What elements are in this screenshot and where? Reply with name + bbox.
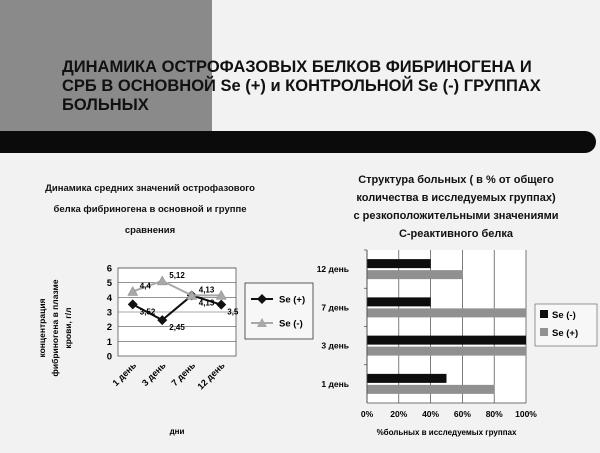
bar-x-tick-label: 80% bbox=[485, 409, 503, 419]
bar-chart-title-line-3: с резкоположительными значениями bbox=[353, 210, 559, 222]
line-legend-label: Se (+) bbox=[279, 294, 306, 306]
line-data-label: 4,13 bbox=[198, 298, 215, 308]
line-legend-box bbox=[245, 283, 313, 339]
line-chart bbox=[37, 264, 313, 437]
bar-se-plus bbox=[367, 347, 526, 356]
bar-chart-title-line-4: С-реактивного белка bbox=[398, 228, 514, 240]
line-data-label: 3,5 bbox=[227, 307, 239, 317]
bar-x-tick-label: 40% bbox=[422, 409, 440, 419]
bar-x-tick-label: 20% bbox=[390, 409, 408, 419]
slide-title-line-3: БОЛЬНЫХ bbox=[62, 96, 149, 114]
line-y-tick-label: 0 bbox=[106, 351, 112, 363]
line-y-tick-label: 5 bbox=[106, 278, 112, 290]
bar-legend-swatch bbox=[540, 328, 548, 336]
line-chart-title-line-2: белка фибриногена в основной и группе bbox=[53, 204, 247, 215]
line-x-tick-label: 7 день bbox=[169, 360, 198, 389]
line-x-tick-label: 12 день bbox=[195, 360, 227, 392]
slide-title-line-2: СРБ В ОСНОВНОЙ Se (+) и КОНТРОЛЬНОЙ Se (-) ГРУППАХ bbox=[62, 77, 541, 95]
bar-se-plus bbox=[367, 385, 494, 394]
line-y-tick-label: 3 bbox=[106, 307, 112, 319]
bar-se-minus bbox=[367, 374, 447, 383]
line-y-tick-label: 4 bbox=[106, 292, 112, 304]
bar-y-tick-label: 7 день bbox=[321, 302, 349, 313]
line-y-axis-label-line: фибриногена в плазме bbox=[50, 279, 60, 377]
bar-se-minus bbox=[367, 297, 431, 306]
line-y-axis-label-line: крови, г/л bbox=[63, 307, 73, 349]
bar-legend-swatch bbox=[540, 310, 548, 318]
line-data-label: 4,4 bbox=[139, 281, 151, 291]
line-data-label: 3,52 bbox=[139, 307, 156, 317]
bar-chart bbox=[317, 250, 597, 437]
bar-legend-label: Se (-) bbox=[552, 310, 576, 321]
bar-y-tick-label: 12 день bbox=[316, 264, 349, 275]
line-chart-title-line-1: Динамика средних значений острофазового bbox=[45, 183, 255, 194]
bar-legend-label: Se (+) bbox=[552, 328, 579, 339]
line-data-label: 5,12 bbox=[169, 270, 185, 280]
slide-title-line-1: ДИНАМИКА ОСТРОФАЗОВЫХ БЕЛКОВ ФИБРИНОГЕНА И bbox=[62, 58, 532, 76]
line-chart-title-line-3: сравнения bbox=[124, 225, 176, 236]
bar-se-plus bbox=[367, 270, 462, 279]
bar-x-axis-label: %больных в исследуемых группах bbox=[376, 428, 517, 437]
bar-chart-title-line-1: Структура больных ( в % от общего bbox=[358, 174, 554, 186]
bar-y-tick-label: 1 день bbox=[321, 378, 349, 389]
bar-y-tick-label: 3 день bbox=[321, 340, 349, 351]
line-data-label: 2,45 bbox=[169, 323, 185, 333]
line-y-tick-label: 1 bbox=[106, 336, 112, 348]
bar-x-tick-label: 60% bbox=[453, 409, 471, 419]
line-y-tick-label: 2 bbox=[106, 322, 112, 334]
bar-se-minus bbox=[367, 336, 526, 345]
bar-se-plus bbox=[367, 308, 526, 317]
line-y-axis-label-line: концентрация bbox=[37, 298, 47, 358]
line-data-label: 4,13 bbox=[198, 285, 215, 295]
bar-x-tick-label: 100% bbox=[515, 409, 537, 419]
line-x-tick-label: 1 день bbox=[110, 360, 139, 389]
line-x-axis-label: дни bbox=[169, 427, 185, 436]
line-legend-label: Se (-) bbox=[279, 318, 303, 330]
bar-x-tick-label: 0% bbox=[360, 409, 374, 419]
line-x-tick-label: 3 день bbox=[139, 360, 168, 389]
bar-chart-title-line-2: количества в исследуемых группах) bbox=[356, 192, 556, 204]
line-y-tick-label: 6 bbox=[106, 263, 112, 275]
bar-se-minus bbox=[367, 259, 431, 268]
